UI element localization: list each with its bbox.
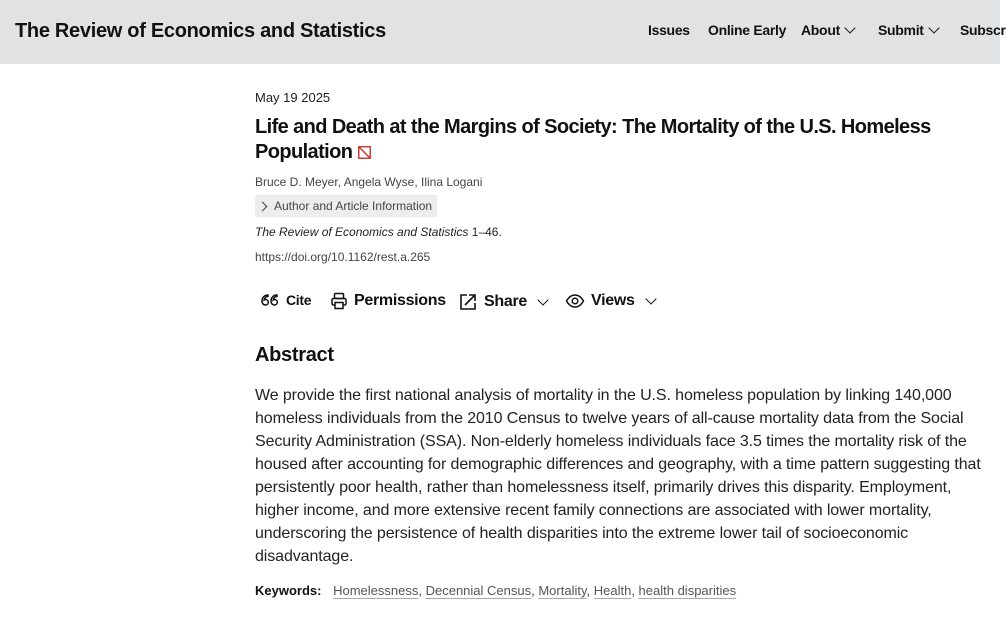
citation [255,225,502,239]
printer-icon [330,292,348,310]
chevron-down-icon [645,293,656,304]
share-icon [458,292,478,312]
nav-submit[interactable] [878,22,938,38]
views-button[interactable] [565,292,655,310]
nav-label: Subscr [960,22,1006,38]
author-link[interactable]: Ilina Logani [420,175,483,189]
author-info-toggle[interactable] [255,195,437,217]
article-title-text: Life and Death at the Margins of Society: The Mortality of the U.S. Homeless Population [255,116,931,163]
cite-label: Cite [286,292,312,308]
nav-label: Online Early [708,22,787,38]
nav-label: Issues [648,22,690,38]
nav-online-early[interactable] [708,22,786,38]
quote-icon [260,292,280,308]
author-list: Bruce D. Meyer, Angela Wyse, Ilina Logani [255,175,483,189]
keyword-link[interactable]: Decennial Census [425,583,532,598]
journal-name: The Review of Economics and Statistics [255,225,469,239]
keywords-label: Keywords: [255,583,322,598]
keyword-link[interactable]: health disparities [638,583,737,598]
cite-button[interactable] [260,292,311,308]
permissions-button[interactable] [330,292,446,310]
nav-label: About [801,22,840,38]
page-range: 1–46. [471,225,502,239]
abstract-heading: Abstract [255,344,334,366]
author-link[interactable]: Angela Wyse [343,175,415,189]
nav-subscribe[interactable] [960,22,1006,38]
keyword-link[interactable]: Homelessness [333,583,419,598]
publication-date: May 19 2025 [255,90,331,105]
chevron-down-icon [537,294,548,305]
keywords: Keywords: Homelessness, Decennial Census, Mortality, Health, health disparities [255,583,737,598]
site-title[interactable]: The Review of Economics and Statistics [15,20,386,42]
nav-issues[interactable] [648,22,690,38]
doi-link[interactable]: https://doi.org/10.1162/rest.a.265 [255,250,431,264]
abstract-text: We provide the first national analysis of mortality in the U.S. homeless population by linking 140,000 homeless individuals from the 2010 Census to twelve years of all-cause mortality data from the Social Security Administration (SSA). Non-elderly homeless individuals face 3.5 times the mortality risk of the housed after accounting for demographic differences and geography, with a time pattern suggesting that persistently poor health, rather than homelessness itself, primarily drives this disparity. Employment, higher income, and more extensive recent family connections are associated with lower mortality, underscoring the persistence of health disparities into the extreme lower tail of socioeconomic disadvantage. [255,387,981,565]
share-button[interactable] [458,292,547,312]
chevron-down-icon [844,22,855,33]
nav-about[interactable] [801,22,854,38]
open-access-icon [358,146,371,159]
eye-icon [565,293,585,309]
keyword-link[interactable]: Health [593,583,632,598]
keyword-link[interactable]: Mortality [538,583,587,598]
chevron-down-icon [928,22,939,33]
share-label: Share [484,293,527,310]
permissions-label: Permissions [354,292,446,309]
nav-label: Submit [878,22,924,38]
site-header [0,0,1006,64]
author-info-label: Author and Article Information [274,199,433,213]
author-link[interactable]: Bruce D. Meyer [255,175,338,189]
chevron-right-icon [258,201,268,211]
article-title [255,115,945,165]
views-label: Views [591,292,635,309]
